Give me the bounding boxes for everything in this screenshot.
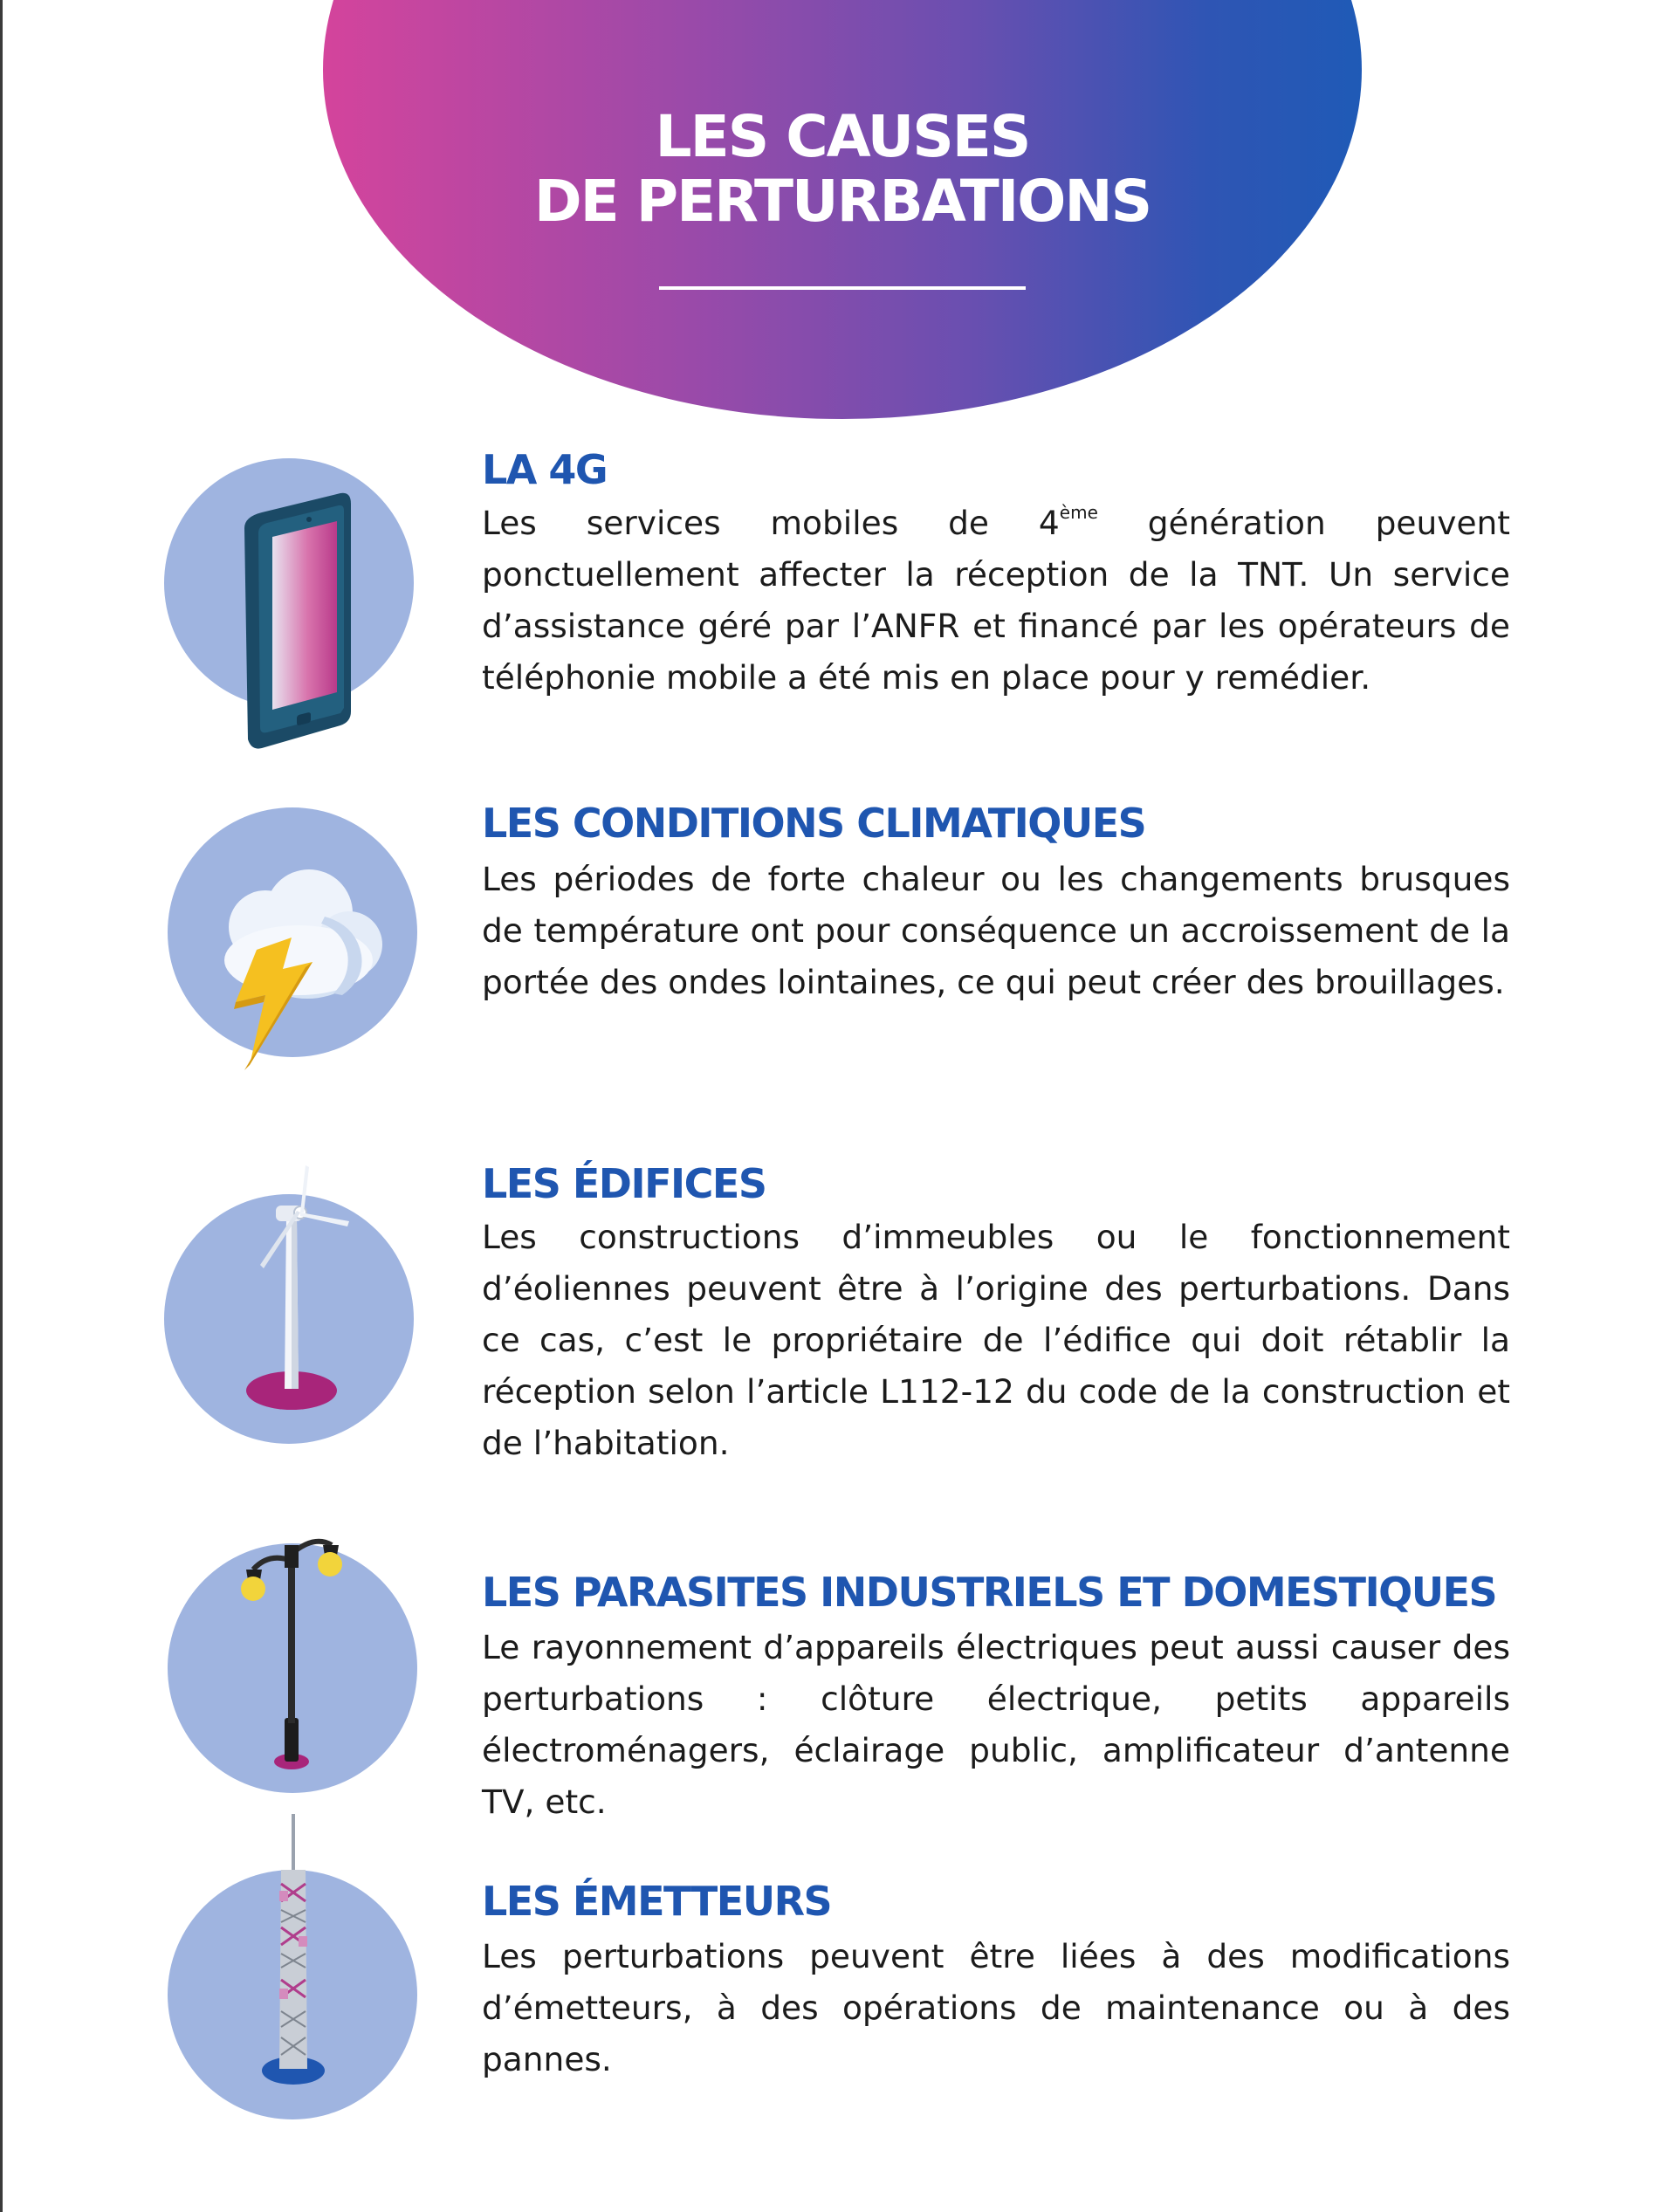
wind-turbine-icon (236, 1165, 367, 1414)
header-underline (659, 286, 1026, 290)
section-title: LES PARASITES INDUSTRIELS ET DOMESTIQUES (482, 1569, 1497, 1616)
transmitter-tower-icon (258, 1814, 337, 2076)
section-title: LES CONDITIONS CLIMATIQUES (482, 800, 1146, 847)
section-text: Le rayonnement d’appareils électriques peut aussi causer des perturbations : clôture électrique, petits appareils électroménagers, éclairage public, amplificateur d’antenne TV, etc. (482, 1628, 1510, 1821)
page-left-border (0, 0, 3, 2212)
section-title: LES ÉMETTEURS (482, 1878, 832, 1925)
section-text: Les constructions d’immeubles ou le fonctionnement d’éoliennes peuvent être à l’origine des perturbations. Dans ce cas, c’est le propriétaire de l’édifice qui doit rétablir la réception selon l’article L112-12 du code de la construction et de l’habitation. (482, 1218, 1510, 1462)
section-title: LES ÉDIFICES (482, 1160, 766, 1207)
page-title-line-2: DE PERTURBATIONS (533, 168, 1151, 235)
tablet-icon (236, 493, 358, 751)
superscript: ème (1059, 502, 1098, 523)
storm-cloud-icon (203, 864, 386, 1082)
section-text: Les services mobiles de 4ème génération peuvent ponctuellement affecter la réception de la TNT. Un service d’assistance géré par l’ANFR et financé par les opérateurs de téléphonie mobile a été mis en place pour y remédier. (482, 502, 1510, 697)
street-lamp-icon (234, 1526, 356, 1775)
section-title: LA 4G (482, 446, 608, 493)
page-title-line-1: LES CAUSES (655, 103, 1030, 170)
section-text: Les perturbations peuvent être liées à des modifications d’émetteurs, à des opérations de maintenance ou à des pannes. (482, 1937, 1510, 2078)
page-title (323, 105, 1362, 234)
section-text: Les périodes de forte chaleur ou les changements brusques de température ont pour conséquence un accroissement de la portée des ondes lointaines, ce qui peut créer des brouillages. (482, 860, 1510, 1001)
